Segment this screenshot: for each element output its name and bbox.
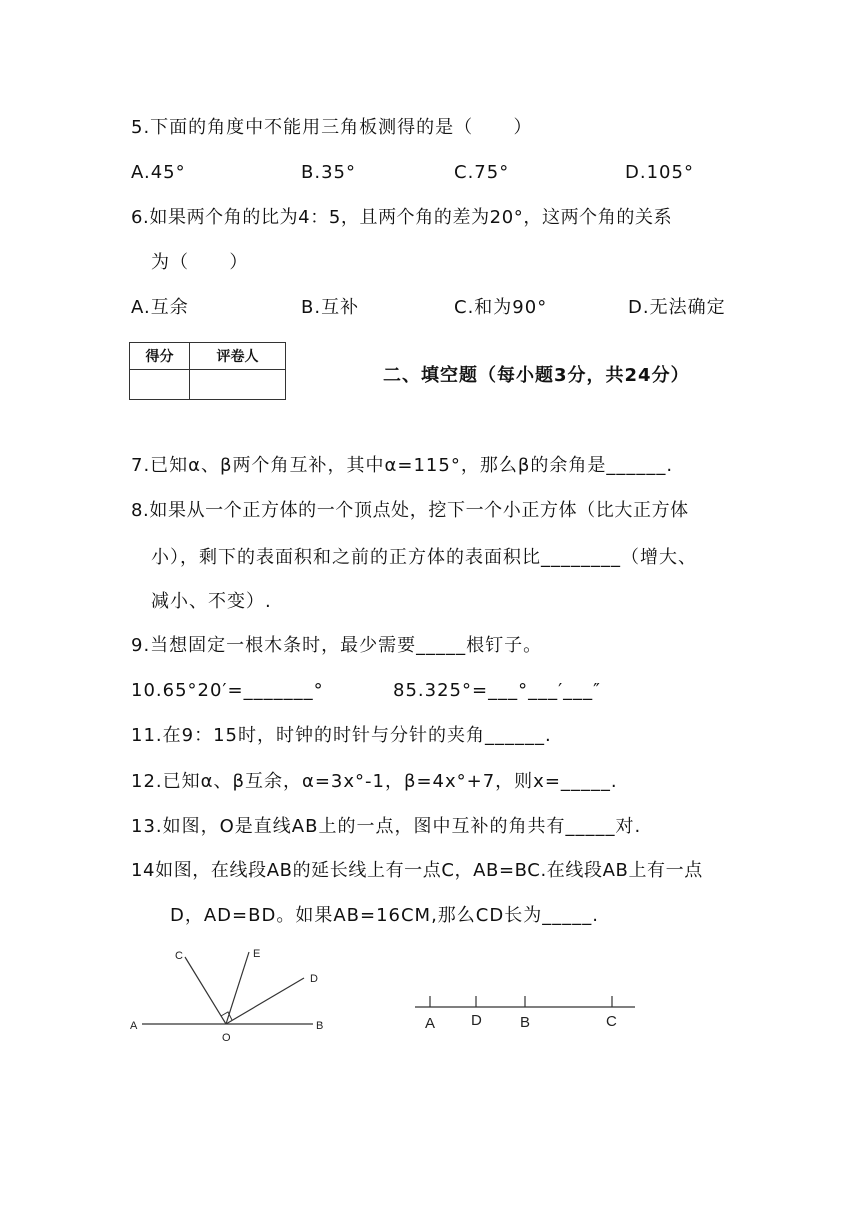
q6-option-c: C.和为90° (454, 297, 548, 318)
q6-option-b: B.互补 (301, 297, 360, 318)
score-table (129, 342, 286, 400)
label-c: C (175, 950, 183, 962)
question-8-line3: 减小、不变）. (151, 591, 272, 612)
question-14-line2: D，AD=BD。如果AB=16CM,那么CD长为_____. (170, 905, 599, 926)
ray-od (226, 978, 304, 1024)
segment-figure (405, 985, 645, 1040)
q5-option-d: D.105° (625, 162, 694, 183)
label-b: B (316, 1020, 324, 1032)
question-5: 5.下面的角度中不能用三角板测得的是（ ） (131, 117, 533, 138)
label-a: A (425, 1015, 436, 1032)
label-b: B (520, 1014, 531, 1031)
label-d: D (310, 973, 318, 985)
ray-oe (226, 952, 249, 1024)
q5-option-a: A.45° (131, 162, 186, 183)
question-13: 13.如图，O是直线AB上的一点，图中互补的角共有_____对. (131, 816, 642, 837)
q5-option-c: C.75° (454, 162, 510, 183)
grader-cell (190, 370, 286, 400)
score-cell (130, 370, 190, 400)
question-14-line1: 14如图，在线段AB的延长线上有一点C，AB=BC.在线段AB上有一点 (131, 860, 703, 881)
label-e: E (253, 948, 261, 960)
score-header: 得分 (130, 343, 190, 370)
label-c: C (606, 1013, 617, 1030)
q5-option-b: B.35° (301, 162, 356, 183)
question-11: 11.在9：15时，时钟的时针与分针的夹角______. (131, 725, 552, 746)
label-d: D (471, 1012, 482, 1029)
question-6: 6.如果两个角的比为4：5，且两个角的差为20°，这两个角的关系 (131, 207, 673, 228)
label-o: O (222, 1032, 231, 1044)
question-6-cont: 为（ ） (151, 252, 249, 273)
q6-option-a: A.互余 (131, 297, 189, 318)
question-8-line2: 小），剩下的表面积和之前的正方体的表面积比________（增大、 (151, 547, 697, 568)
q6-option-d: D.无法确定 (628, 297, 726, 318)
question-9: 9.当想固定一根木条时，最少需要_____根钉子。 (131, 635, 543, 656)
label-a: A (130, 1020, 138, 1032)
question-8-line1: 8.如果从一个正方体的一个顶点处，挖下一个小正方体（比大正方体 (131, 500, 689, 521)
grader-header: 评卷人 (190, 343, 286, 370)
ray-oc (185, 957, 226, 1024)
angle-figure (120, 935, 350, 1055)
section-2-title: 二、填空题（每小题3分，共24分） (383, 365, 690, 386)
question-7: 7.已知α、β两个角互补，其中α=115°，那么β的余角是______. (131, 455, 674, 476)
question-10-part2: 85.325°=___°___′___″ (393, 680, 601, 701)
question-10-part1: 10.65°20′=_______° (131, 680, 324, 701)
question-12: 12.已知α、β互余，α=3x°-1，β=4x°+7，则x=_____. (131, 771, 618, 792)
